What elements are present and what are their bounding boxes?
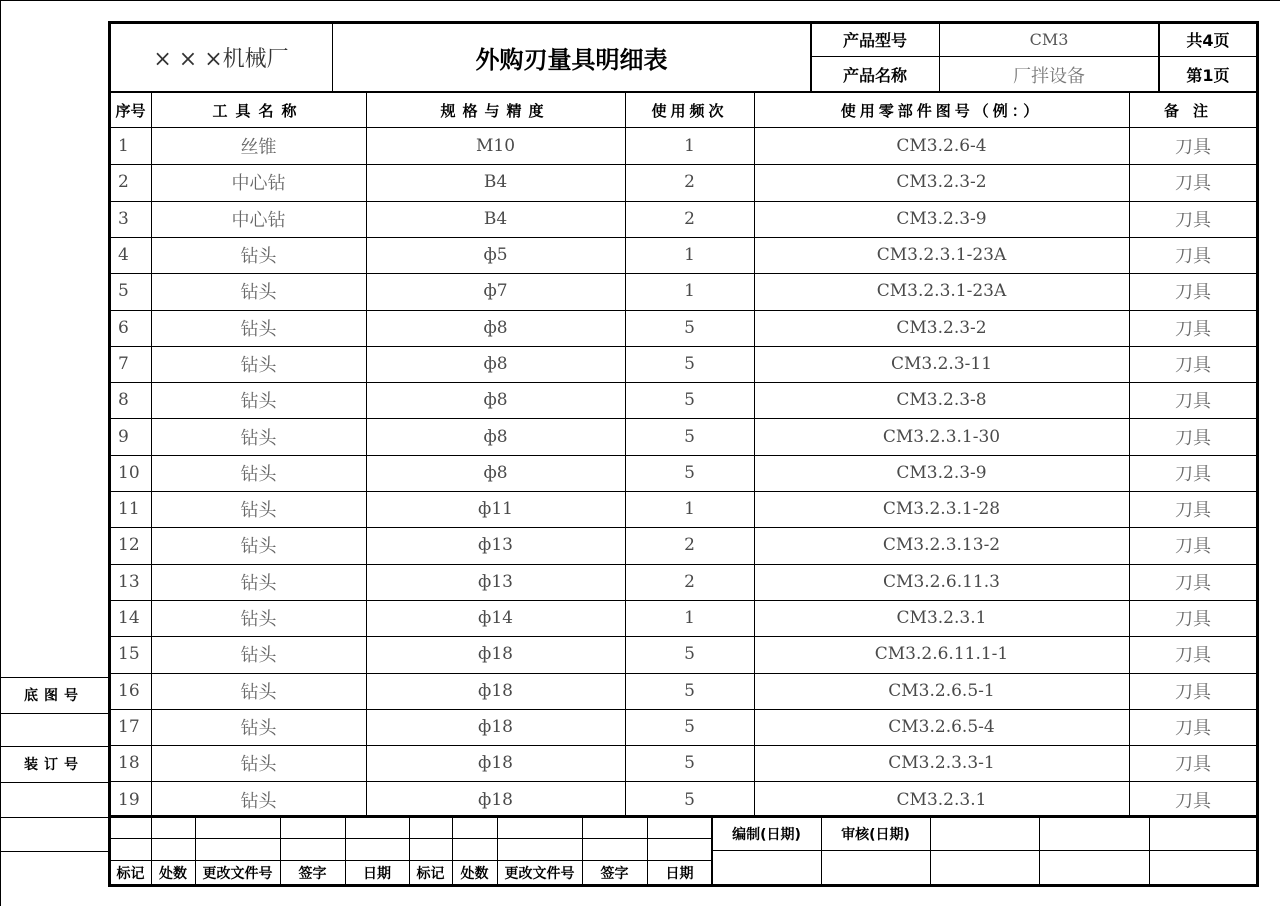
reviewed-date-label: 审核(日期) [841, 826, 910, 843]
cell-spec: ф8 [483, 462, 508, 483]
cell-frequency: 5 [684, 462, 695, 483]
cell-frequency: 1 [684, 608, 695, 629]
cell-no: 10 [118, 462, 140, 483]
cell-remarks: 刀具 [1175, 282, 1211, 304]
cell-tool-name: 钻头 [240, 754, 277, 776]
revision-label: 标记 [116, 865, 145, 882]
cell-part-no: CM3.2.6.5-4 [888, 716, 995, 737]
cell-frequency: 5 [684, 789, 695, 810]
grid-line [110, 600, 1257, 601]
grid-line [195, 817, 196, 884]
grid-line [0, 782, 110, 783]
cell-no: 9 [118, 426, 129, 447]
grid-line [1039, 817, 1040, 884]
cell-part-no: CM3.2.3-11 [890, 353, 993, 374]
cell-spec: ф5 [483, 245, 508, 266]
cell-spec: ф18 [478, 644, 513, 665]
cell-no: 5 [118, 281, 129, 302]
product-name-label: 产品名称 [842, 66, 907, 85]
cell-spec: ф18 [478, 789, 513, 810]
grid-line [151, 817, 152, 884]
grid-line [110, 564, 1257, 565]
cell-tool-name: 钻头 [240, 645, 277, 667]
cell-tool-name: 钻头 [240, 427, 277, 449]
grid-line [110, 273, 1257, 274]
cell-no: 16 [118, 680, 140, 701]
cell-remarks: 刀具 [1175, 173, 1211, 195]
cell-tool-name: 钻头 [240, 318, 277, 340]
cell-spec: ф18 [478, 716, 513, 737]
cell-part-no: CM3.2.3.1-30 [882, 426, 1001, 447]
grid-line [452, 817, 453, 884]
grid-line [0, 0, 1, 906]
cell-tool-name: 中心钻 [231, 173, 286, 195]
revision-label: 标记 [416, 865, 445, 882]
grid-line [108, 21, 1259, 24]
cell-frequency: 5 [684, 753, 695, 774]
cell-part-no: CM3.2.6-4 [896, 136, 987, 157]
grid-line [366, 92, 367, 816]
grid-line [810, 22, 812, 92]
cell-no: 13 [118, 571, 140, 592]
grid-line [754, 92, 755, 816]
grid-line [332, 22, 333, 92]
cell-no: 3 [118, 208, 129, 229]
cell-frequency: 2 [684, 172, 695, 193]
cell-spec: B4 [483, 208, 508, 229]
col-header-tool-name: 工具名称 [212, 101, 305, 120]
grid-line [110, 527, 1257, 528]
base-drawing-no-label: 底图号 [24, 688, 84, 704]
cell-spec: ф18 [478, 680, 513, 701]
cell-spec: B4 [483, 172, 508, 193]
cell-spec: ф8 [483, 317, 508, 338]
grid-line [110, 745, 1257, 746]
compiled-date-label: 编制(日期) [732, 826, 801, 843]
cell-remarks: 刀具 [1175, 246, 1211, 268]
grid-line [712, 850, 1257, 851]
cell-tool-name: 钻头 [240, 500, 277, 522]
cell-frequency: 2 [684, 535, 695, 556]
cell-part-no: CM3.2.3-9 [896, 462, 987, 483]
cell-tool-name: 钻头 [240, 391, 277, 413]
cell-remarks: 刀具 [1175, 500, 1211, 522]
grid-line [0, 0, 1280, 1]
cell-remarks: 刀具 [1175, 609, 1211, 631]
cell-spec: ф8 [483, 426, 508, 447]
grid-line [1256, 21, 1259, 887]
grid-line [930, 817, 931, 884]
cell-tool-name: 中心钻 [231, 209, 286, 231]
cell-frequency: 5 [684, 317, 695, 338]
grid-line [110, 636, 1257, 637]
grid-line [110, 382, 1257, 383]
cell-frequency: 5 [684, 716, 695, 737]
cell-remarks: 刀具 [1175, 536, 1211, 558]
grid-line [0, 746, 110, 747]
cell-no: 15 [118, 644, 140, 665]
grid-line [108, 91, 1259, 93]
cell-part-no: CM3.2.6.5-1 [888, 680, 995, 701]
revision-label: 签字 [298, 865, 327, 882]
grid-line [0, 677, 110, 678]
cell-no: 18 [118, 753, 140, 774]
revision-label: 日期 [363, 865, 391, 882]
cell-remarks: 刀具 [1175, 137, 1211, 159]
cell-frequency: 5 [684, 426, 695, 447]
cell-tool-name: 钻头 [240, 681, 277, 703]
grid-line [497, 817, 498, 884]
cell-part-no: CM3.2.3.1-28 [882, 499, 1001, 520]
cell-no: 7 [118, 353, 129, 374]
cell-spec: ф18 [478, 753, 513, 774]
col-header-remarks: 备注 [1163, 101, 1222, 120]
cell-part-no: CM3.2.6.11.1-1 [874, 644, 1009, 665]
revision-label: 更改文件号 [504, 865, 575, 882]
cell-part-no: CM3.2.3.3-1 [888, 753, 995, 774]
grid-line [821, 817, 822, 884]
grid-line [280, 817, 281, 884]
cell-tool-name: 钻头 [240, 536, 277, 558]
col-header-spec: 规格与精度 [440, 101, 551, 120]
grid-line [110, 860, 712, 861]
cell-frequency: 5 [684, 680, 695, 701]
col-header-part-no: 使用零部件图号（例：） [840, 101, 1043, 120]
cell-remarks: 刀具 [1175, 717, 1211, 739]
grid-line [110, 673, 1257, 674]
cell-frequency: 1 [684, 281, 695, 302]
cell-part-no: CM3.2.6.11.3 [883, 571, 1000, 592]
cell-tool-name: 钻头 [240, 354, 277, 376]
cell-no: 6 [118, 317, 129, 338]
grid-line [0, 817, 110, 818]
revision-label: 更改文件号 [202, 865, 273, 882]
cell-spec: ф11 [478, 499, 513, 520]
grid-line [110, 164, 1257, 165]
grid-line [110, 838, 712, 839]
cell-remarks: 刀具 [1175, 209, 1211, 231]
cell-no: 14 [118, 608, 140, 629]
cell-remarks: 刀具 [1175, 318, 1211, 340]
cell-spec: M10 [475, 136, 516, 157]
cell-no: 17 [118, 716, 140, 737]
cell-part-no: CM3.2.3.13-2 [882, 535, 1001, 556]
cell-tool-name: 钻头 [240, 282, 277, 304]
grid-line [711, 817, 713, 884]
grid-line [1149, 817, 1150, 884]
grid-line [582, 817, 583, 884]
revision-label: 签字 [600, 865, 629, 882]
grid-line [151, 92, 152, 816]
cell-part-no: CM3.2.3.1-23A [876, 245, 1007, 266]
grid-line [625, 92, 626, 816]
grid-line [110, 201, 1257, 202]
cell-remarks: 刀具 [1175, 754, 1211, 776]
cell-no: 11 [118, 499, 140, 520]
cell-remarks: 刀具 [1175, 681, 1211, 703]
cell-frequency: 1 [684, 499, 695, 520]
grid-line [0, 713, 110, 714]
cell-no: 8 [118, 390, 129, 411]
cell-spec: ф7 [483, 281, 508, 302]
grid-line [110, 491, 1257, 492]
grid-line [1129, 92, 1130, 816]
cell-no: 2 [118, 172, 129, 193]
cell-frequency: 5 [684, 353, 695, 374]
binding-no-label: 装订号 [24, 757, 84, 773]
cell-frequency: 1 [684, 136, 695, 157]
cell-tool-name: 钻头 [240, 572, 277, 594]
revision-label: 日期 [665, 865, 694, 882]
cell-part-no: CM3.2.3.1-23A [876, 281, 1007, 302]
cell-part-no: CM3.2.3.1 [896, 608, 987, 629]
grid-line [110, 455, 1257, 456]
cell-remarks: 刀具 [1175, 463, 1211, 485]
grid-line [110, 310, 1257, 311]
cell-remarks: 刀具 [1175, 572, 1211, 594]
cell-tool-name: 钻头 [240, 790, 277, 812]
grid-line [811, 56, 1257, 57]
cell-spec: ф13 [478, 535, 513, 556]
cell-no: 12 [118, 535, 140, 556]
cell-remarks: 刀具 [1175, 427, 1211, 449]
cell-part-no: CM3.2.3-2 [896, 317, 987, 338]
cell-part-no: CM3.2.3-9 [896, 208, 987, 229]
cell-frequency: 5 [684, 390, 695, 411]
revision-label: 处数 [159, 865, 187, 882]
revision-label: 处数 [460, 865, 489, 882]
cell-part-no: CM3.2.3.1 [896, 789, 987, 810]
cell-remarks: 刀具 [1175, 645, 1211, 667]
grid-line [110, 418, 1257, 419]
cell-remarks: 刀具 [1175, 790, 1211, 812]
col-header-frequency: 使用频次 [651, 101, 728, 120]
product-model-label: 产品型号 [842, 31, 907, 50]
grid-line [0, 851, 110, 852]
cell-part-no: CM3.2.3-2 [896, 172, 987, 193]
page-number: 第1页 [1186, 66, 1230, 85]
cell-frequency: 1 [684, 245, 695, 266]
grid-line [1158, 22, 1160, 92]
grid-line [110, 346, 1257, 347]
cell-frequency: 5 [684, 644, 695, 665]
cell-remarks: 刀具 [1175, 354, 1211, 376]
cell-spec: ф8 [483, 390, 508, 411]
company-name: × × ×机械厂 [153, 46, 289, 72]
cell-no: 1 [118, 136, 129, 157]
grid-line [345, 817, 346, 884]
col-header-no: 序号 [115, 101, 146, 120]
cell-tool-name: 钻头 [240, 609, 277, 631]
cell-tool-name: 钻头 [240, 463, 277, 485]
cell-frequency: 2 [684, 571, 695, 592]
product-model-value: CM3 [1029, 30, 1069, 49]
grid-line [939, 22, 940, 92]
cell-no: 4 [118, 245, 129, 266]
total-pages: 共4页 [1186, 31, 1230, 50]
grid-line [110, 127, 1257, 128]
cell-frequency: 2 [684, 208, 695, 229]
cell-spec: ф13 [478, 571, 513, 592]
cell-tool-name: 钻头 [240, 246, 277, 268]
cell-tool-name: 丝锥 [240, 137, 277, 159]
grid-line [409, 817, 410, 884]
grid-line [110, 237, 1257, 238]
cell-tool-name: 钻头 [240, 717, 277, 739]
cell-remarks: 刀具 [1175, 391, 1211, 413]
cell-spec: ф14 [478, 608, 513, 629]
grid-line [110, 781, 1257, 782]
product-name-value: 厂拌设备 [1013, 65, 1085, 87]
cell-no: 19 [118, 789, 140, 810]
cell-part-no: CM3.2.3-8 [896, 390, 987, 411]
grid-line [647, 817, 648, 884]
grid-line [110, 709, 1257, 710]
grid-line [108, 884, 1259, 887]
grid-line [108, 21, 111, 887]
cell-spec: ф8 [483, 353, 508, 374]
page-title: 外购刃量具明细表 [475, 45, 668, 74]
